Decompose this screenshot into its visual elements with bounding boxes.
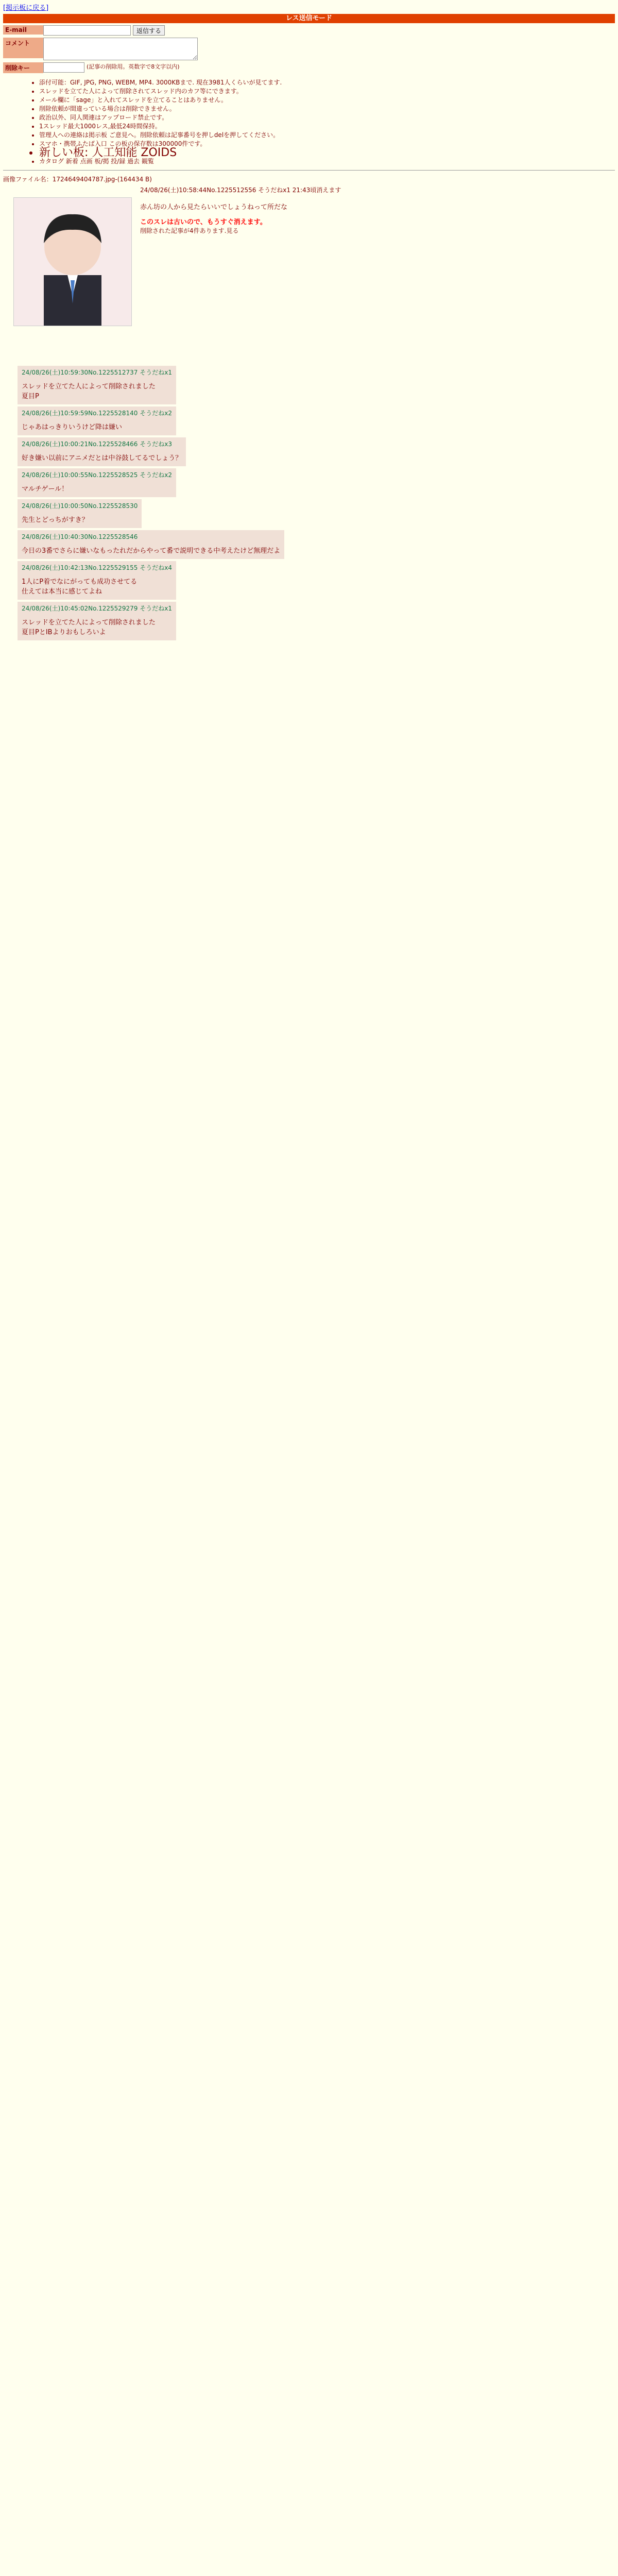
reply-post (18, 602, 176, 640)
reply-body: じゃあはっきりいうけど降は嫌い (22, 423, 123, 431)
reply-body: 好き嫌い以前にアニメだとは中谷鼓してるでしょう？ (22, 454, 182, 462)
op-file-name[interactable]: 画像ファイル名：1724649404787.jpg-(164434 B) (3, 176, 152, 183)
reply-header: 24/08/26(土)10:00:21No.1225528466 そうだねx3 (22, 440, 172, 448)
reply-header: 24/08/26(土)10:59:59No.1225528140 そうだねx2 (22, 410, 172, 417)
comment-row (3, 38, 615, 60)
op-expire-note: このスレは古いので、もうすぐ消えます。 (140, 218, 267, 226)
reply-header: 24/08/26(土)10:00:50No.1225528530 (22, 502, 138, 510)
reply-post (18, 406, 176, 435)
reply-body: 先生とどっちがすき？ (22, 516, 89, 524)
email-field[interactable] (43, 25, 131, 36)
reply-header: 24/08/26(土)10:42:13No.1225529155 そうだねx4 (22, 564, 172, 571)
reply-post (18, 530, 284, 559)
op-text (140, 183, 615, 235)
op-title: 赤ん坊の人から見たらいいでしょうねって所だな (140, 204, 288, 211)
email-label: E-mail (3, 25, 43, 35)
back-to-board-link[interactable]: [掲示板に戻る] (3, 4, 49, 12)
note-item: • 添付可能：GIF, JPG, PNG, WEBM, MP4. 3000KBまで. 現在3981人くらいが見てます. (39, 78, 615, 87)
note-item: • 1スレッド最大1000レス,最低24時間保持。 (39, 122, 615, 131)
note-item: • 管理人への連絡は掲示板 ご意見へ。削除依頼は記事番号を押しdelを押してください。 (39, 131, 615, 140)
reply-header: 24/08/26(土)10:45:02No.1225529279 そうだねx1 (22, 605, 172, 612)
reply-body: 1人にP着でなにがっても成功させてる 仕えては本当に感じてよね (22, 578, 138, 596)
delete-key-label: 削除キー (3, 62, 43, 73)
note-item: • 削除依頼が間違っている場合は削除できません。 (39, 105, 615, 113)
note-item: • メール欄に「sage」と入れてスレッドを立てることはありません。 (39, 96, 615, 105)
reply-post (18, 561, 176, 600)
reply-post (18, 499, 142, 528)
note-item: • 政治以外、同人関連はアップロード禁止です。 (39, 113, 615, 122)
comment-label: コメント (3, 38, 43, 58)
comment-field[interactable] (43, 38, 198, 60)
divider (3, 170, 615, 171)
send-button[interactable]: 返信する (133, 25, 165, 36)
board-notes (19, 78, 615, 166)
delete-key-row (3, 62, 615, 73)
reply-body: スレッドを立てた人によって削除されました 夏目PとIBよりおもしろいよ (22, 619, 156, 636)
catalog-links[interactable]: • カタログ 新着 点画 板/掲 投/録 過去 観覧 (39, 157, 615, 166)
email-row (3, 25, 615, 36)
note-item: • スレッドを立てた人によって削除されてスレッド内のカフ等にできます。 (39, 87, 615, 96)
reply-post (18, 366, 176, 404)
reply-body: スレッドを立てた人によって削除されました 夏目P (22, 383, 156, 400)
delete-key-note: (記事の削除用。英数字で8文字以内) (87, 63, 180, 70)
reply-mode-banner: レス送信モード (3, 14, 615, 23)
op-header: 24/08/26(土)10:58:44No.1225512556 そうだねx1 21:43頃消えます (140, 187, 341, 194)
reply-post (18, 468, 176, 497)
delete-key-field[interactable] (43, 62, 84, 73)
back-link-row (0, 0, 618, 12)
reply-form (3, 25, 615, 73)
new-board-links[interactable]: • 新しい板: 人工知能 ZOIDS (39, 148, 615, 157)
op-image[interactable] (13, 197, 132, 326)
reply-header: 24/08/26(土)10:59:30No.1225512737 そうだねx1 (22, 369, 172, 376)
note-item: • スマホ・携帯ふたば入口 この板の保存数は300000件です。 (39, 140, 615, 148)
reply-body: 今日の3番でさらに嫌いなもったれだからやって番で説明できる中考えたけど無理だよ (22, 547, 281, 555)
thread (3, 175, 615, 640)
reply-header: 24/08/26(土)10:40:30No.1225528546 (22, 533, 138, 540)
op-post (3, 175, 615, 235)
reply-body: マルチゲール！ (22, 485, 68, 493)
op-deleted-note: 削除された記事が4件あります.見る (140, 227, 239, 234)
reply-post (18, 437, 186, 466)
reply-header: 24/08/26(土)10:00:55No.1225528525 そうだねx2 (22, 471, 172, 479)
